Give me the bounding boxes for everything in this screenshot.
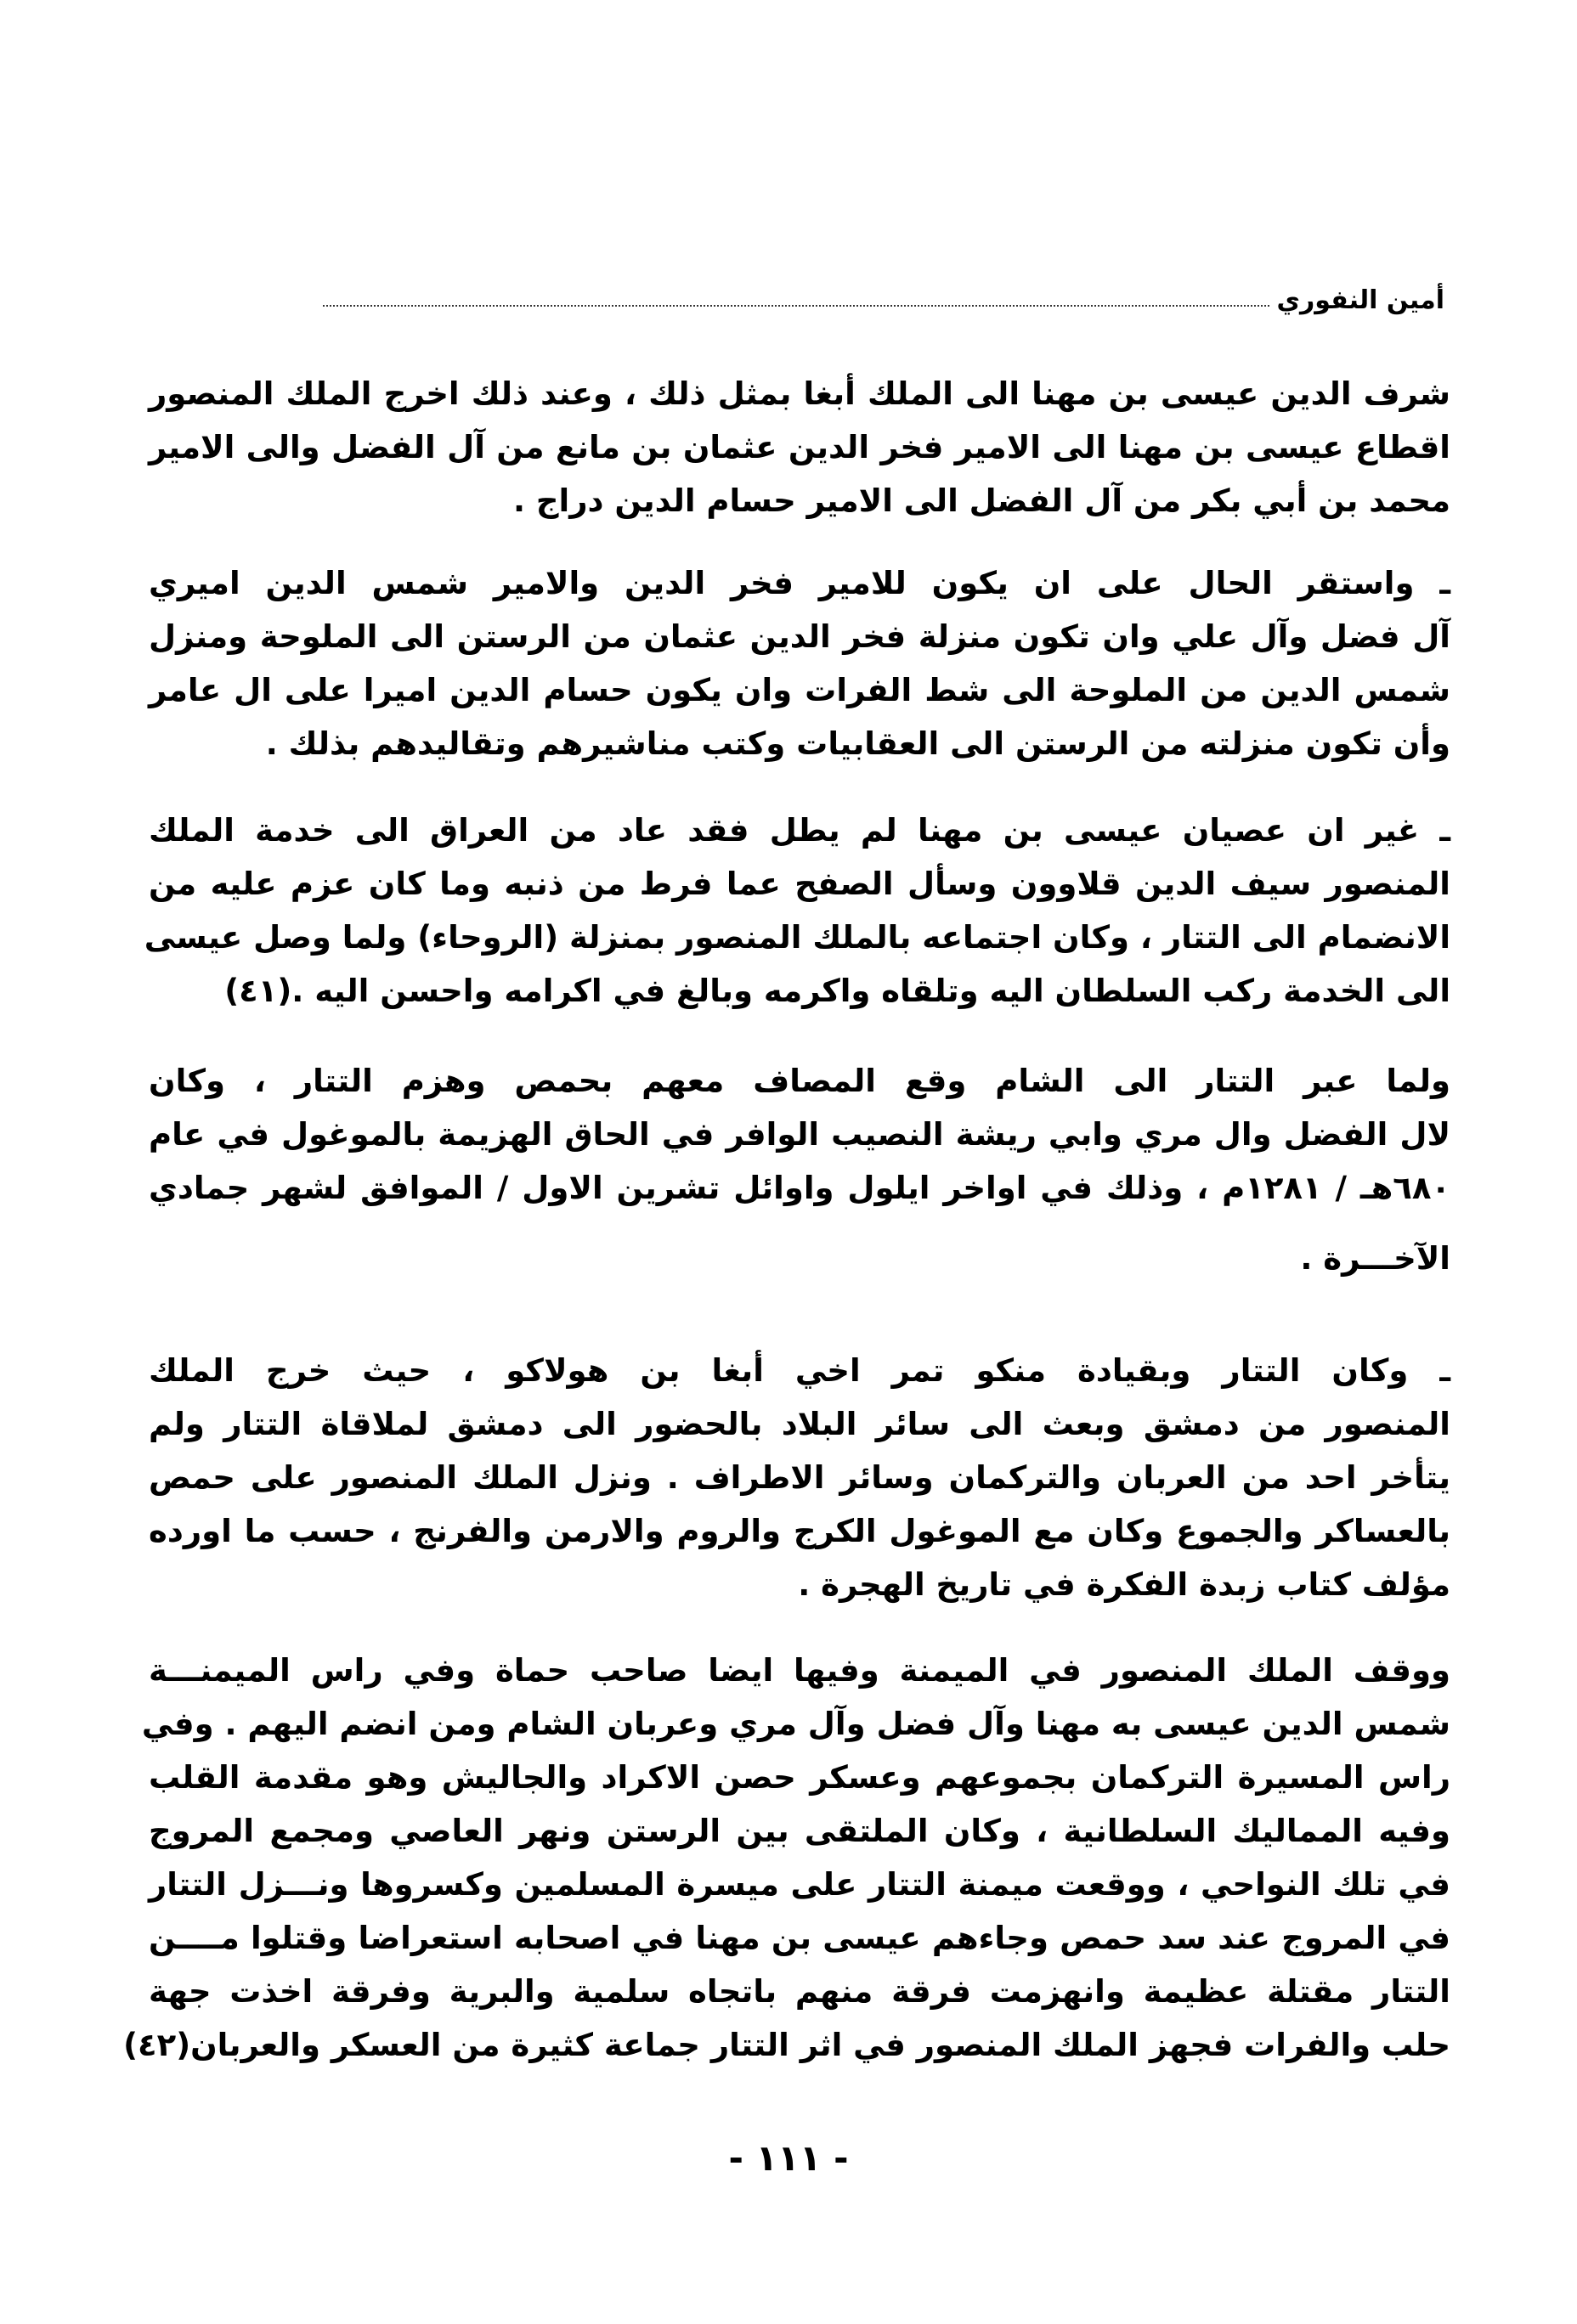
text-line: الانضمام الى التتار ، وكان اجتماعه بالملك المنصور بمنزلة (الروحاء) ولما وصل عيسى	[144, 919, 1450, 956]
text-line: شمس الدين من الملوحة الى شط الفرات وان يكون حسام الدين اميرا على ال عامر	[149, 672, 1450, 708]
text-line: المنصور من دمشق وبعث الى سائر البلاد بالحضور الى دمشق لملاقاة التتار ولم	[149, 1406, 1450, 1442]
paragraph	[149, 1054, 1450, 1285]
text-line: الى الخدمة ركب السلطان اليه وتلقاه واكرمه وبالغ في اكرامه واحسن اليه .(٤١)	[224, 973, 1450, 1009]
paragraph	[149, 556, 1450, 770]
header-dotted-rule	[323, 305, 1269, 307]
text-line: حلب والفرات فجهز الملك المنصور في اثر التتار جماعة كثيرة من العسكر والعربان(٤٢)	[123, 2027, 1450, 2063]
text-line: التتار مقتلة عظيمة وانهزمت فرقة منهم باتجاه سلمية والبرية وفرقة اخذت جهة	[149, 1973, 1450, 2010]
text-line: مؤلف كتاب زبدة الفكرة في تاريخ الهجرة .	[798, 1566, 1450, 1603]
text-line: آل فضل وآل علي وان تكون منزلة فخر الدين عثمان من الرستن الى الملوحة ومنزل	[149, 618, 1450, 655]
header-author-name: أمين النفوري	[1276, 285, 1444, 315]
paragraph	[149, 367, 1450, 527]
text-line: ـ واستقر الحال على ان يكون للامير فخر الدين والامير شمس الدين اميري	[149, 565, 1450, 601]
text-line: يتأخر احد من العربان والتركمان وسائر الاطراف . ونزل الملك المنصور على حمص	[149, 1459, 1450, 1496]
text-line: شرف الدين عيسى بن مهنا الى الملك أبغا بمثل ذلك ، وعند ذلك اخرج الملك المنصور	[149, 375, 1450, 412]
text-line: ـ غير ان عصيان عيسى بن مهنا لم يطل فقد عاد من العراق الى خدمة الملك	[149, 812, 1450, 849]
text-line: وأن تكون منزلته من الرستن الى العقابيات وكتب مناشيرهم وتقاليدهم بذلك .	[265, 725, 1450, 762]
text-line: وفيه المماليك السلطانية ، وكان الملتقى بين الرستن ونهر العاصي ومجمع المروج	[149, 1813, 1450, 1849]
text-line: في المروج عند سد حمص وجاءهم عيسى بن مهنا في اصحابه استعراضا وقتلوا مــــن	[149, 1920, 1450, 1956]
running-header	[323, 279, 1444, 321]
text-line: راس المسيرة التركمان بجموعهم وعسكر حصن الاكراد والجاليش وهو مقدمة القلب	[149, 1759, 1450, 1796]
text-line: ٦٨٠هـ / ١٢٨١م ، وذلك في اواخر ايلول واوائل تشرين الاول / الموافق لشهر جمادي	[149, 1170, 1450, 1206]
text-line: محمد بن أبي بكر من آل الفضل الى الامير حسام الدين دراج .	[512, 482, 1450, 519]
text-line: المنصور سيف الدين قلاوون وسأل الصفح عما فرط من ذنبه وما كان عزم عليه من	[149, 866, 1450, 902]
paragraph	[144, 804, 1450, 1018]
text-line: ـ وكان التتار وبقيادة منكو تمر اخي أبغا بن هولاكو ، حيث خرج الملك	[149, 1352, 1450, 1389]
text-line: الآخـــرة .	[1300, 1240, 1450, 1277]
text-line: اقطاع عيسى بن مهنا الى الامير فخر الدين عثمان بن مانع من آل الفضل والى الامير	[149, 429, 1450, 465]
paragraph	[149, 1344, 1450, 1611]
page-number: - ١١١ -	[728, 2137, 849, 2179]
text-line: لال الفضل وال مري وابي ريشة النصيب الوافر في الحاق الهزيمة بالموغول في عام	[149, 1116, 1450, 1153]
text-line: في تلك النواحي ، ووقعت ميمنة التتار على ميسرة المسلمين وكسروها ونـــزل التتار	[149, 1866, 1450, 1903]
paragraph	[123, 1644, 1450, 2072]
text-line: شمس الدين عيسى به مهنا وآل فضل وآل مري وعربان الشام ومن انضم اليهم . وفي	[141, 1706, 1450, 1742]
text-line: بالعساكر والجموع وكان مع الموغول الكرج والروم والارمن والفرنج ، حسب ما اورده	[149, 1513, 1450, 1549]
text-line: ووقف الملك المنصور في الميمنة وفيها ايضا صاحب حماة وفي راس الميمنـــة	[149, 1652, 1450, 1689]
text-line: ولما عبر التتار الى الشام وقع المصاف معهم بحمص وهزم التتار ، وكان	[149, 1063, 1450, 1099]
